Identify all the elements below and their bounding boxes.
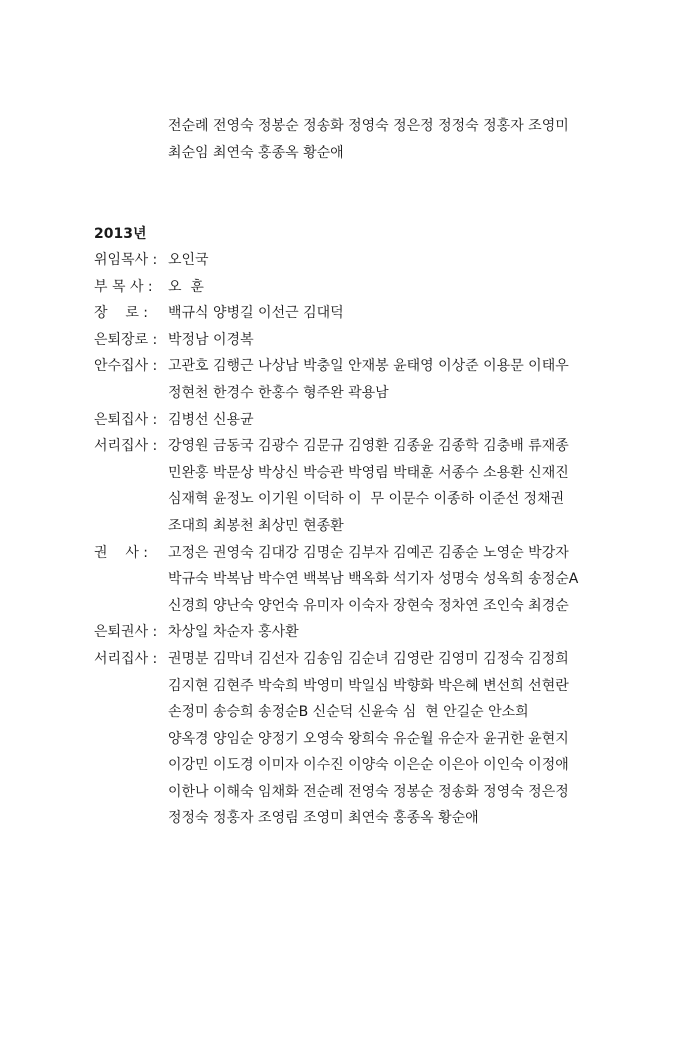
name-line: 고관호 김행근 나상남 박충일 안재봉 윤태영 이상준 이용문 이태우: [168, 358, 569, 375]
name-line: 심재혁 윤정노 이기원 이덕하 이 무 이문수 이종하 이준선 정채권: [168, 491, 565, 508]
name-line: 이한나 이해숙 임채화 전순례 전영숙 정봉순 정송화 정영숙 정은정: [168, 783, 569, 800]
name-list: [168, 274, 694, 301]
entry-senior-pastor: [94, 247, 694, 274]
role-label: 권 사 :: [94, 544, 153, 561]
name-line: 박규숙 박복남 박수연 백복남 백옥화 석기자 성명숙 성옥희 송정순A: [168, 571, 579, 588]
name-line: 차상일 차순자 홍사환: [168, 624, 299, 641]
name-line: 정현천 한경수 한홍수 형주완 곽용남: [168, 384, 389, 401]
name-list: [168, 619, 694, 646]
entry-associate-pastor: [94, 274, 694, 301]
name-list: [168, 433, 694, 539]
name-line: 최순임 최연숙 홍종옥 황순애: [168, 145, 344, 161]
name-line: 조대희 최봉천 최상민 현종환: [168, 517, 344, 534]
entry-kwonsa: [94, 540, 694, 620]
entry-ordained-deacons: [94, 353, 694, 406]
name-line: 고정은 권영숙 김대강 김명순 김부자 김예곤 김종순 노영순 박강자: [168, 544, 569, 561]
name-line: 이강민 이도경 이미자 이수진 이양숙 이은순 이은아 이인숙 이정애: [168, 757, 569, 774]
role-label: 서리집사 :: [94, 650, 162, 667]
entry-acting-deacons-men: [94, 433, 694, 539]
name-line: 오인국: [168, 252, 209, 268]
name-line: 전순례 전영숙 정봉순 정송화 정영숙 정은정 정정숙 정홍자 조영미: [168, 118, 569, 134]
name-list: [168, 540, 694, 620]
role-label: 은퇴집사 :: [94, 411, 162, 428]
name-list: [168, 646, 694, 832]
role-label: 은퇴권사 :: [94, 624, 162, 641]
name-line: 강영원 금동국 김광수 김문규 김영환 김종윤 김종학 김충배 류재종: [168, 438, 569, 455]
name-line: 손정미 송승희 송정순B 신순덕 신윤숙 심 현 안길순 안소희: [168, 704, 529, 721]
role-label: 위임목사 :: [94, 252, 162, 268]
continued-name-list: [168, 113, 688, 167]
entry-retired-deacons: [94, 407, 694, 434]
year-heading: 2013년: [94, 226, 147, 242]
name-line: 김병선 신용균: [168, 411, 254, 428]
name-line: 오 훈: [168, 278, 204, 295]
entry-retired-elders: [94, 327, 694, 354]
name-list: [168, 300, 694, 327]
name-line: 정정숙 정홍자 조영림 조영미 최연숙 홍종옥 황순애: [168, 810, 479, 827]
entry-elders: [94, 300, 694, 327]
name-list: [168, 247, 694, 274]
name-line: 백규식 양병길 이선근 김대덕: [168, 305, 344, 322]
year-2013-section: [94, 221, 694, 832]
name-line: 민완홍 박문상 박상신 박승관 박영림 박태훈 서종수 소용환 신재진: [168, 464, 569, 481]
name-line: 권명분 김막녀 김선자 김송임 김순녀 김영란 김영미 김정숙 김정희: [168, 650, 569, 667]
name-list: [168, 327, 694, 354]
name-line: 박정남 이경복: [168, 331, 254, 348]
name-list: [168, 353, 694, 406]
role-label: 안수집사 :: [94, 358, 162, 375]
name-line: 신경희 양난숙 양언숙 유미자 이숙자 장현숙 정차연 조인숙 최경순: [168, 597, 569, 614]
role-label: 부 목 사 :: [94, 278, 158, 295]
role-label: 장 로 :: [94, 305, 153, 322]
entry-retired-kwonsa: [94, 619, 694, 646]
entry-acting-deacons-women: [94, 646, 694, 832]
name-line: 양옥경 양임순 양정기 오영숙 왕희숙 유순월 유순자 윤귀한 윤현지: [168, 730, 569, 747]
role-label: 은퇴장로 :: [94, 331, 162, 348]
name-line: 김지현 김현주 박숙희 박영미 박일심 박향화 박은혜 변선희 선현란: [168, 677, 569, 694]
name-list: [168, 407, 694, 434]
role-label: 서리집사 :: [94, 438, 162, 455]
